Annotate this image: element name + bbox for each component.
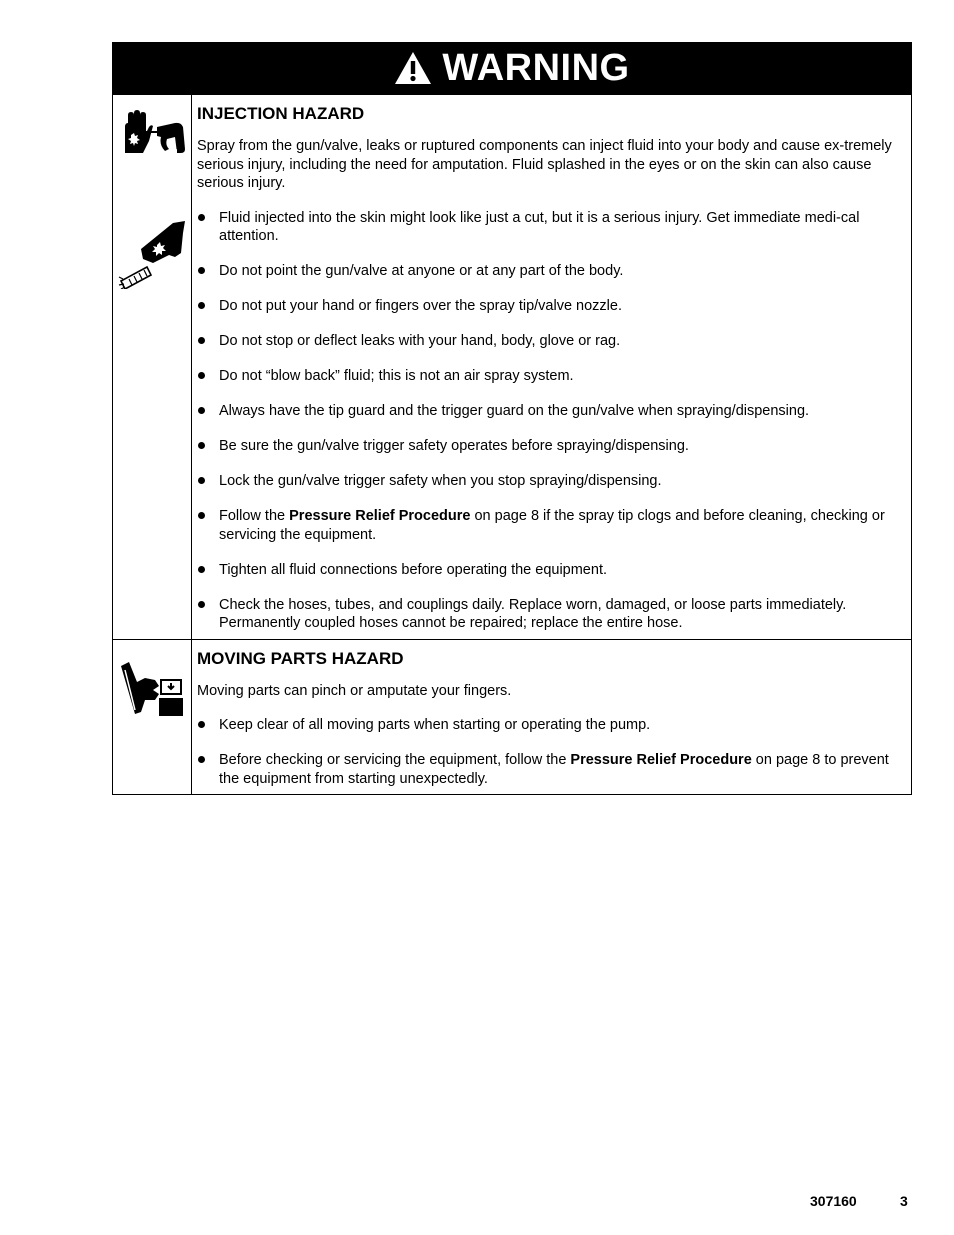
bullet-icon bbox=[198, 566, 205, 573]
bullet-text-pre: Follow the bbox=[219, 508, 290, 524]
list-item bbox=[197, 716, 903, 735]
bullet-text: Do not “blow back” fluid; this is not an air spray system. bbox=[219, 368, 574, 384]
bullet-icon bbox=[198, 337, 205, 344]
bullet-icon bbox=[198, 477, 205, 484]
bullet-text-pre: Before checking or servicing the equipment, follow the bbox=[219, 752, 571, 768]
bullet-icon bbox=[198, 372, 205, 379]
page-number: 3 bbox=[900, 1193, 908, 1209]
section-title: MOVING PARTS HAZARD bbox=[197, 648, 404, 668]
hand-pinch-moving-parts-icon bbox=[119, 660, 185, 718]
bullet-icon bbox=[198, 407, 205, 414]
warning-title: WARNING bbox=[442, 46, 630, 89]
bullet-icon bbox=[198, 512, 205, 519]
list-item bbox=[197, 262, 903, 281]
bullet-icon bbox=[198, 442, 205, 449]
bullet-text-post: on page 8 if the spray tip clogs and before cleaning, checking or servicing the equipment. bbox=[219, 508, 885, 543]
bullet-text: Tighten all fluid connections before operating the equipment. bbox=[219, 561, 607, 578]
bullet-icon bbox=[198, 721, 205, 728]
warning-box bbox=[112, 42, 912, 795]
bullet-text: Always have the tip guard and the trigger guard on the gun/valve when spraying/dispensing. bbox=[219, 403, 810, 419]
document-number: 307160 bbox=[810, 1193, 857, 1209]
hand-injection-gun-icon bbox=[121, 109, 187, 161]
injection-hazard-content bbox=[192, 95, 911, 639]
list-item bbox=[197, 472, 903, 491]
list-item bbox=[197, 751, 903, 788]
pressure-relief-procedure-ref: Pressure Relief Procedure bbox=[570, 752, 752, 768]
bullet-text: Be sure the gun/valve trigger safety operates before spraying/dispensing. bbox=[219, 438, 689, 454]
bullet-text: Lock the gun/valve trigger safety when you stop spraying/dispensing. bbox=[219, 473, 662, 489]
list-item bbox=[197, 437, 903, 456]
bullet-icon bbox=[198, 214, 205, 221]
bullet-icon bbox=[198, 302, 205, 309]
injection-hazard-bullets bbox=[197, 209, 903, 633]
injection-hazard-row bbox=[113, 94, 911, 639]
list-item bbox=[197, 561, 903, 580]
injection-hazard-icons bbox=[113, 95, 192, 639]
bullet-text-post: on page 8 to prevent the equipment from starting unexpectedly. bbox=[219, 752, 889, 787]
list-item bbox=[197, 596, 903, 633]
bullet-text: Do not put your hand or fingers over the spray tip/valve nozzle. bbox=[219, 298, 622, 314]
bullet-text: Do not stop or deflect leaks with your hand, body, glove or rag. bbox=[219, 333, 621, 349]
list-item bbox=[197, 402, 903, 421]
bullet-icon bbox=[198, 267, 205, 274]
page-footer bbox=[0, 1193, 954, 1213]
bullet-text: Keep clear of all moving parts when starting or operating the pump. bbox=[219, 717, 651, 733]
arm-injection-hose-icon bbox=[117, 219, 187, 289]
list-item bbox=[197, 507, 903, 544]
moving-parts-hazard-bullets bbox=[197, 716, 903, 788]
list-item bbox=[197, 332, 903, 351]
list-item bbox=[197, 209, 903, 246]
moving-parts-hazard-content bbox=[192, 640, 911, 795]
warning-banner bbox=[113, 43, 911, 94]
bullet-icon bbox=[198, 756, 205, 763]
warning-triangle-icon bbox=[394, 51, 432, 85]
bullet-icon bbox=[198, 601, 205, 608]
list-item bbox=[197, 367, 903, 386]
moving-parts-hazard-icons bbox=[113, 640, 192, 795]
section-intro: Spray from the gun/valve, leaks or ruptured components can inject fluid into your body and cause ex-tremely serious injury, including the need for amputation. Fluid splashed in the eyes or on the skin can also cause serious injury. bbox=[197, 138, 892, 191]
bullet-text: Check the hoses, tubes, and couplings daily. Replace worn, damaged, or loose parts immediately. Permanently coupled hoses cannot be repaired; replace the entire hose. bbox=[219, 596, 847, 631]
section-intro: Moving parts can pinch or amputate your fingers. bbox=[197, 682, 512, 699]
moving-parts-hazard-row bbox=[113, 639, 911, 795]
section-title: INJECTION HAZARD bbox=[197, 104, 365, 123]
bullet-text: Fluid injected into the skin might look like just a cut, but it is a serious injury. Get immediate medi-cal attention. bbox=[219, 209, 860, 244]
pressure-relief-procedure-ref: Pressure Relief Procedure bbox=[289, 508, 471, 524]
list-item bbox=[197, 297, 903, 316]
bullet-text: Do not point the gun/valve at anyone or at any part of the body. bbox=[219, 263, 624, 279]
